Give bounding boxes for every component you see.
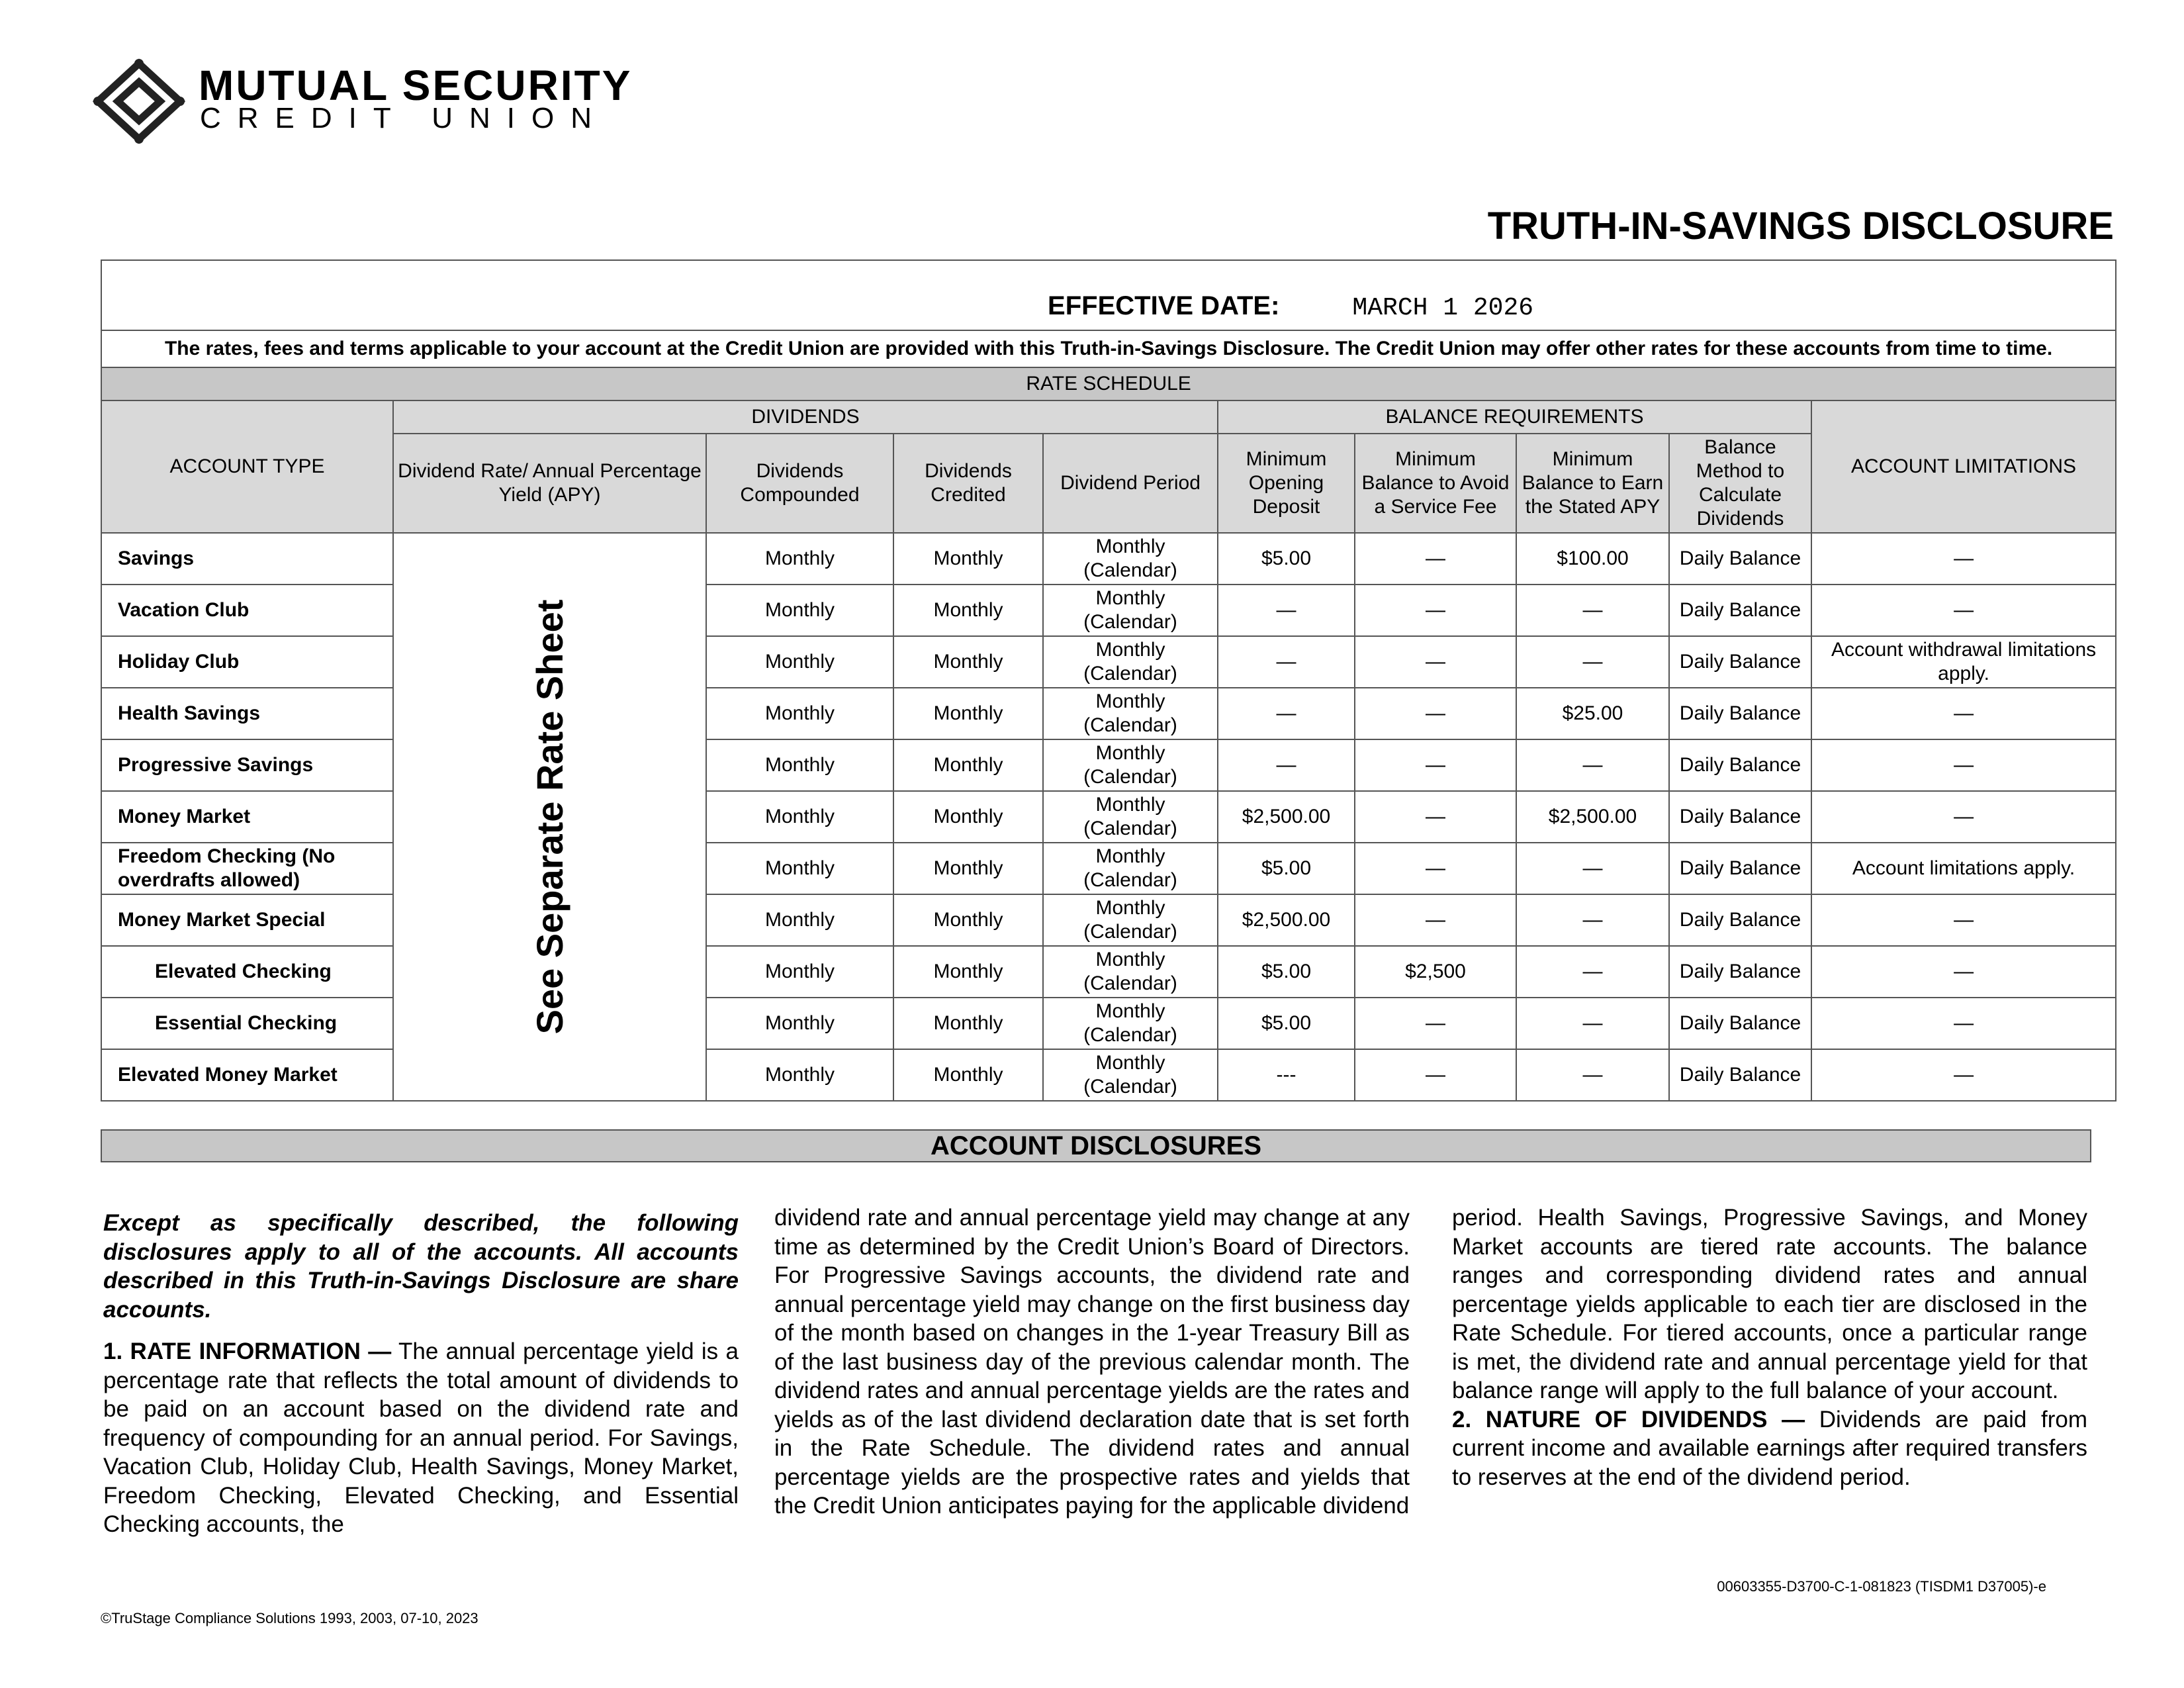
min-fee: — <box>1355 688 1516 739</box>
min-opening: — <box>1218 585 1355 636</box>
account-type-header: ACCOUNT TYPE <box>101 400 393 533</box>
limitations: — <box>1811 998 2116 1049</box>
min-fee: — <box>1355 894 1516 946</box>
min-fee: — <box>1355 998 1516 1049</box>
min-apy: $2,500.00 <box>1516 791 1669 843</box>
brand-subtitle: CREDIT UNION <box>200 102 608 134</box>
min-fee: $2,500 <box>1355 946 1516 998</box>
section-1-text: The annual percentage yield is a percentage rate that reflects the total amount of dividends to be paid on an account based on the dividend rate and frequency of compounding for an annual period. For Savings, Vacation Club, Holiday Club, Health Savings, Money Market, Freedom Checking, Elevated Checking, and Essential Checking accounts, the <box>103 1338 739 1537</box>
min-apy: $25.00 <box>1516 688 1669 739</box>
rate-note-cell <box>393 533 706 1101</box>
min-opening: — <box>1218 739 1355 791</box>
compounded: Monthly <box>706 1049 893 1101</box>
credited: Monthly <box>893 791 1043 843</box>
method: Daily Balance <box>1669 533 1811 585</box>
rate-schedule-table <box>101 259 2116 1102</box>
compounded: Monthly <box>706 585 893 636</box>
method: Daily Balance <box>1669 843 1811 894</box>
min-opening: $2,500.00 <box>1218 791 1355 843</box>
period: Monthly (Calendar) <box>1043 636 1218 688</box>
effective-date-cell <box>101 260 2116 330</box>
compounded: Monthly <box>706 636 893 688</box>
dividends-group-header: DIVIDENDS <box>393 400 1218 434</box>
min-fee: — <box>1355 585 1516 636</box>
section-1-end: period. Health Savings, Progressive Savings, and Money Market accounts are tiered rate accounts. The balance ranges and corresponding dividend rates and annual percentage yields applicable to each tier are disclosed in the Rate Schedule. For tiered accounts, once a particular range is met, the dividend rate and annual percentage yield for that balance range will apply to the full balance of your account. <box>1452 1205 2087 1403</box>
credited: Monthly <box>893 894 1043 946</box>
disclosure-column-1 <box>103 1209 739 1539</box>
limitations: — <box>1811 894 2116 946</box>
rate-note: See Separate Rate Sheet <box>528 599 570 1035</box>
dividends-compounded-header: Dividends Compounded <box>706 434 893 533</box>
limitations: — <box>1811 533 2116 585</box>
account-name: Elevated Checking <box>101 946 393 998</box>
min-fee: — <box>1355 636 1516 688</box>
form-code: 00603355-D3700-C-1-081823 (TISDM1 D37005)-e <box>1717 1578 2046 1595</box>
min-opening: $5.00 <box>1218 843 1355 894</box>
period: Monthly (Calendar) <box>1043 739 1218 791</box>
compounded: Monthly <box>706 894 893 946</box>
method: Daily Balance <box>1669 636 1811 688</box>
min-opening: $5.00 <box>1218 998 1355 1049</box>
limitations: — <box>1811 791 2116 843</box>
disclosure-column-3 <box>1452 1203 2087 1491</box>
period: Monthly (Calendar) <box>1043 688 1218 739</box>
method: Daily Balance <box>1669 791 1811 843</box>
compounded: Monthly <box>706 843 893 894</box>
copyright: ©TruStage Compliance Solutions 1993, 2003, 07-10, 2023 <box>101 1610 478 1626</box>
min-opening: $5.00 <box>1218 533 1355 585</box>
limitations: — <box>1811 688 2116 739</box>
page-title: TRUTH-IN-SAVINGS DISCLOSURE <box>1487 205 2114 248</box>
min-opening: — <box>1218 688 1355 739</box>
account-name: Money Market Special <box>101 894 393 946</box>
min-fee: — <box>1355 533 1516 585</box>
min-opening-deposit-header: Minimum Opening Deposit <box>1218 434 1355 533</box>
effective-date-value: MARCH 1 2026 <box>1352 294 1534 322</box>
section-2-heading: 2. NATURE OF DIVIDENDS — <box>1452 1406 1805 1432</box>
section-2-text: Dividends are paid from current income and available earnings after required transfers to reserves at the end of the dividend period. <box>1452 1406 2087 1490</box>
intro-text: The rates, fees and terms applicable to your account at the Credit Union are provided with this Truth-in-Savings Disclosure. The Credit Union may offer other rates for these accounts from time to time. <box>101 330 2116 367</box>
limitations: — <box>1811 1049 2116 1101</box>
account-name: Progressive Savings <box>101 739 393 791</box>
account-name: Vacation Club <box>101 585 393 636</box>
credited: Monthly <box>893 636 1043 688</box>
disclosure-column-2 <box>774 1203 1410 1521</box>
period: Monthly (Calendar) <box>1043 533 1218 585</box>
period: Monthly (Calendar) <box>1043 998 1218 1049</box>
min-balance-fee-header: Minimum Balance to Avoid a Service Fee <box>1355 434 1516 533</box>
period: Monthly (Calendar) <box>1043 791 1218 843</box>
dividend-period-header: Dividend Period <box>1043 434 1218 533</box>
min-apy: — <box>1516 894 1669 946</box>
min-fee: — <box>1355 843 1516 894</box>
section-1-heading: 1. RATE INFORMATION — <box>103 1338 392 1364</box>
period: Monthly (Calendar) <box>1043 843 1218 894</box>
account-name: Savings <box>101 533 393 585</box>
min-apy: — <box>1516 843 1669 894</box>
min-fee: — <box>1355 739 1516 791</box>
min-apy: — <box>1516 1049 1669 1101</box>
balance-method-header: Balance Method to Calculate Dividends <box>1669 434 1811 533</box>
method: Daily Balance <box>1669 946 1811 998</box>
limitations: — <box>1811 739 2116 791</box>
table-row <box>101 533 2116 585</box>
disclosure-intro: Except as specifically described, the following disclosures apply to all of the accounts. All accounts described in this Truth-in-Savings Disclosure are share accounts. <box>103 1210 739 1323</box>
account-name: Health Savings <box>101 688 393 739</box>
credited: Monthly <box>893 688 1043 739</box>
min-apy: $100.00 <box>1516 533 1669 585</box>
method: Daily Balance <box>1669 1049 1811 1101</box>
credited: Monthly <box>893 946 1043 998</box>
limitations: Account limitations apply. <box>1811 843 2116 894</box>
diamond-logo-icon <box>93 58 185 144</box>
account-limitations-header: ACCOUNT LIMITATIONS <box>1811 400 2116 533</box>
min-fee: — <box>1355 791 1516 843</box>
min-opening: --- <box>1218 1049 1355 1101</box>
dividends-credited-header: Dividends Credited <box>893 434 1043 533</box>
period: Monthly (Calendar) <box>1043 894 1218 946</box>
credited: Monthly <box>893 739 1043 791</box>
method: Daily Balance <box>1669 688 1811 739</box>
effective-date-label: EFFECTIVE DATE: <box>1048 291 1280 320</box>
dividend-rate-header: Dividend Rate/ Annual Percentage Yield (APY) <box>393 434 706 533</box>
account-name: Essential Checking <box>101 998 393 1049</box>
compounded: Monthly <box>706 533 893 585</box>
period: Monthly (Calendar) <box>1043 946 1218 998</box>
account-name: Elevated Money Market <box>101 1049 393 1101</box>
min-opening: $5.00 <box>1218 946 1355 998</box>
credited: Monthly <box>893 843 1043 894</box>
period: Monthly (Calendar) <box>1043 1049 1218 1101</box>
section-1-continued: dividend rate and annual percentage yield may change at any time as determined by the Credit Union’s Board of Directors. For Progressive Savings accounts, the dividend rate and annual percentage yield may change on the first business day of the month based on changes in the 1-year Treasury Bill as of the last business day of the previous calendar month. The dividend rates and annual percentage yields are the rates and yields as of the last dividend declaration date that is set forth in the Rate Schedule. The dividend rates and annual percentage yields are the prospective rates and yields that the Credit Union anticipates paying for the applicable dividend <box>774 1205 1410 1519</box>
compounded: Monthly <box>706 791 893 843</box>
min-opening: $2,500.00 <box>1218 894 1355 946</box>
compounded: Monthly <box>706 998 893 1049</box>
account-name: Freedom Checking (No overdrafts allowed) <box>101 843 393 894</box>
account-disclosures-heading: ACCOUNT DISCLOSURES <box>101 1129 2091 1162</box>
compounded: Monthly <box>706 739 893 791</box>
limitations: Account withdrawal limitations apply. <box>1811 636 2116 688</box>
compounded: Monthly <box>706 688 893 739</box>
limitations: — <box>1811 585 2116 636</box>
method: Daily Balance <box>1669 998 1811 1049</box>
account-name: Holiday Club <box>101 636 393 688</box>
account-name: Money Market <box>101 791 393 843</box>
min-opening: — <box>1218 636 1355 688</box>
min-apy: — <box>1516 585 1669 636</box>
period: Monthly (Calendar) <box>1043 585 1218 636</box>
min-apy: — <box>1516 636 1669 688</box>
method: Daily Balance <box>1669 894 1811 946</box>
credited: Monthly <box>893 533 1043 585</box>
credited: Monthly <box>893 585 1043 636</box>
method: Daily Balance <box>1669 585 1811 636</box>
credited: Monthly <box>893 998 1043 1049</box>
min-apy: — <box>1516 739 1669 791</box>
min-fee: — <box>1355 1049 1516 1101</box>
min-apy: — <box>1516 998 1669 1049</box>
limitations: — <box>1811 946 2116 998</box>
rate-schedule-heading: RATE SCHEDULE <box>101 367 2116 400</box>
credited: Monthly <box>893 1049 1043 1101</box>
method: Daily Balance <box>1669 739 1811 791</box>
balance-requirements-header: BALANCE REQUIREMENTS <box>1218 400 1811 434</box>
min-apy: — <box>1516 946 1669 998</box>
min-balance-apy-header: Minimum Balance to Earn the Stated APY <box>1516 434 1669 533</box>
compounded: Monthly <box>706 946 893 998</box>
brand-name: MUTUAL SECURITY <box>199 62 633 109</box>
